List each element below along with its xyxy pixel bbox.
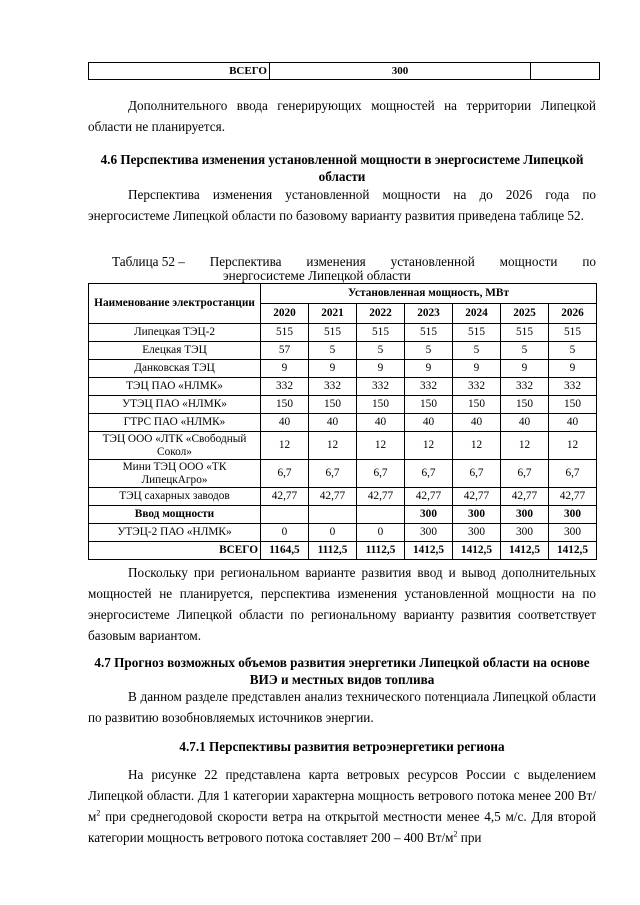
capacity-value: 300 (549, 506, 597, 524)
capacity-value: 12 (309, 432, 357, 460)
capacity-value: 5 (501, 342, 549, 360)
table-row (89, 342, 597, 360)
capacity-value: 515 (261, 324, 309, 342)
capacity-value: 1412,5 (501, 542, 549, 560)
year-header: 2023 (405, 304, 453, 324)
year-header: 2024 (453, 304, 501, 324)
capacity-value: 0 (357, 524, 405, 542)
station-name: УТЭЦ-2 ПАО «НЛМК» (89, 524, 261, 542)
capacity-value: 332 (405, 378, 453, 396)
capacity-value: 0 (261, 524, 309, 542)
station-name: Мини ТЭЦ ООО «ТК ЛипецкАгро» (89, 460, 261, 488)
capacity-value: 1412,5 (549, 542, 597, 560)
table-row (89, 460, 597, 488)
caption-word: мощности (499, 254, 558, 269)
caption-line-1 (112, 255, 596, 269)
capacity-value: 1112,5 (309, 542, 357, 560)
capacity-value (357, 506, 405, 524)
capacity-value: 0 (309, 524, 357, 542)
total-label: ВСЕГО (89, 63, 270, 80)
capacity-value: 6,7 (357, 460, 405, 488)
station-name: ТЭЦ сахарных заводов (89, 488, 261, 506)
superscript: 2 (453, 829, 458, 839)
capacity-value: 332 (261, 378, 309, 396)
table-caption (112, 255, 596, 283)
capacity-value: 332 (549, 378, 597, 396)
capacity-value: 150 (357, 396, 405, 414)
capacity-value: 515 (549, 324, 597, 342)
capacity-value: 150 (261, 396, 309, 414)
capacity-value: 1112,5 (357, 542, 405, 560)
capacity-value: 12 (405, 432, 453, 460)
section-heading-4-6: 4.6 Перспектива изменения установленной мощности в энергосистеме Липецкой области (100, 152, 584, 184)
year-header: 2025 (501, 304, 549, 324)
station-name: Елецкая ТЭЦ (89, 342, 261, 360)
total-empty-cell (531, 63, 600, 80)
year-header: 2020 (261, 304, 309, 324)
station-name: Ввод мощности (89, 506, 261, 524)
capacity-value: 150 (549, 396, 597, 414)
capacity-value: 6,7 (549, 460, 597, 488)
capacity-value: 40 (549, 414, 597, 432)
capacity-value: 150 (501, 396, 549, 414)
capacity-value: 6,7 (453, 460, 501, 488)
capacity-value: 6,7 (309, 460, 357, 488)
station-name: Данковская ТЭЦ (89, 360, 261, 378)
capacity-value: 515 (405, 324, 453, 342)
capacity-value: 5 (309, 342, 357, 360)
capacity-value: 300 (501, 506, 549, 524)
capacity-value: 42,77 (261, 488, 309, 506)
capacity-value: 300 (453, 524, 501, 542)
caption-word: установленной (390, 254, 475, 269)
table-row-capacity-input (89, 506, 597, 524)
table-row (89, 524, 597, 542)
capacity-value: 12 (549, 432, 597, 460)
total-value: 300 (270, 63, 531, 80)
capacity-value: 515 (453, 324, 501, 342)
capacity-value: 6,7 (405, 460, 453, 488)
capacity-value: 1412,5 (405, 542, 453, 560)
subsection-heading-4-7-1: 4.7.1 Перспективы развития ветроэнергетики региона (179, 739, 505, 754)
capacity-value: 9 (453, 360, 501, 378)
table-row-total (89, 542, 597, 560)
caption-word: Перспектива (209, 254, 282, 269)
capacity-value: 40 (309, 414, 357, 432)
year-header: 2021 (309, 304, 357, 324)
caption-word: Таблица 52 – (112, 254, 185, 269)
capacity-value: 12 (501, 432, 549, 460)
capacity-value: 1164,5 (261, 542, 309, 560)
capacity-value (261, 506, 309, 524)
table-row (89, 488, 597, 506)
capacity-value: 5 (405, 342, 453, 360)
capacity-value: 300 (453, 506, 501, 524)
capacity-value: 40 (357, 414, 405, 432)
capacity-value: 332 (357, 378, 405, 396)
capacity-value (309, 506, 357, 524)
capacity-value: 150 (405, 396, 453, 414)
station-name: ГТРС ПАО «НЛМК» (89, 414, 261, 432)
capacity-value: 9 (405, 360, 453, 378)
capacity-value: 9 (549, 360, 597, 378)
capacity-value: 6,7 (501, 460, 549, 488)
paragraph-wind-map (88, 764, 596, 848)
paragraph-regional-variant: Поскольку при региональном варианте развития ввод и вывод дополнительных мощностей не планируется, перспектива изменения установленной мощности на по энергосистеме Липецкой области по региональному варианту развития соответствует базовым вариантом. (88, 565, 596, 643)
table-row (89, 414, 597, 432)
capacity-value: 40 (405, 414, 453, 432)
capacity-value: 515 (309, 324, 357, 342)
paragraph-no-new-capacity: Дополнительного ввода генерирующих мощностей на территории Липецкой области не планируется. (88, 98, 596, 134)
station-name: ТЭЦ ПАО «НЛМК» (89, 378, 261, 396)
capacity-value: 57 (261, 342, 309, 360)
header-installed-capacity: Установленная мощность, МВт (261, 284, 597, 304)
capacity-value: 332 (501, 378, 549, 396)
capacity-value: 9 (501, 360, 549, 378)
section-heading-4-7: 4.7 Прогноз возможных объемов развития энергетики Липецкой области на основе ВИЭ и местных видов топлива (94, 655, 590, 687)
table-52 (88, 283, 597, 560)
capacity-value: 300 (549, 524, 597, 542)
wind-text-part: при среднегодовой скорости ветра на открытой местности менее 4,5 м/с. Для второй категории мощность ветрового потока составляет 200 – 400 Вт/м (88, 809, 596, 845)
capacity-value: 12 (261, 432, 309, 460)
capacity-value: 150 (453, 396, 501, 414)
capacity-value: 42,77 (309, 488, 357, 506)
capacity-value: 332 (453, 378, 501, 396)
capacity-value: 42,77 (405, 488, 453, 506)
capacity-value: 332 (309, 378, 357, 396)
station-name: ВСЕГО (89, 542, 261, 560)
capacity-value: 5 (453, 342, 501, 360)
previous-table-total-row (88, 62, 600, 80)
capacity-value: 12 (453, 432, 501, 460)
capacity-value: 300 (501, 524, 549, 542)
year-header: 2022 (357, 304, 405, 324)
capacity-value: 9 (309, 360, 357, 378)
paragraph-renewables-analysis: В данном разделе представлен анализ технического потенциала Липецкой области по развитию возобновляемых источников энергии. (88, 689, 596, 725)
capacity-value: 1412,5 (453, 542, 501, 560)
superscript: 2 (96, 808, 101, 818)
capacity-value: 12 (357, 432, 405, 460)
station-name: Липецкая ТЭЦ-2 (89, 324, 261, 342)
capacity-value: 150 (309, 396, 357, 414)
capacity-value: 40 (261, 414, 309, 432)
station-name: УТЭЦ ПАО «НЛМК» (89, 396, 261, 414)
station-name: ТЭЦ ООО «ЛТК «Свободный Сокол» (89, 432, 261, 460)
capacity-value: 42,77 (453, 488, 501, 506)
caption-word: по (582, 254, 596, 269)
capacity-value: 300 (405, 506, 453, 524)
capacity-value: 5 (357, 342, 405, 360)
header-station-name: Наименование электростанции (89, 284, 261, 324)
table-row (89, 378, 597, 396)
capacity-value: 42,77 (357, 488, 405, 506)
capacity-value: 42,77 (501, 488, 549, 506)
capacity-value: 40 (501, 414, 549, 432)
capacity-value: 42,77 (549, 488, 597, 506)
capacity-value: 515 (357, 324, 405, 342)
capacity-value: 9 (261, 360, 309, 378)
table-row (89, 396, 597, 414)
capacity-value: 300 (405, 524, 453, 542)
year-header: 2026 (549, 304, 597, 324)
wind-text-part: при (457, 830, 482, 845)
table-row (89, 360, 597, 378)
caption-line-2: энергосистеме Липецкой области (223, 268, 411, 283)
capacity-value: 9 (357, 360, 405, 378)
capacity-value: 40 (453, 414, 501, 432)
table-row (89, 324, 597, 342)
wind-text-part: На рисунке 22 представлена карта ветровых ресурсов России с выделением Липецкой области. Для 1 категории характерна мощность ветрового потока менее 200 Вт/м (88, 767, 596, 824)
capacity-value: 515 (501, 324, 549, 342)
paragraph-capacity-perspective: Перспектива изменения установленной мощности на до 2026 года по энергосистеме Липецкой области по базовому варианту развития приведена таблице 52. (88, 187, 596, 223)
capacity-value: 6,7 (261, 460, 309, 488)
caption-word: изменения (306, 254, 366, 269)
capacity-value: 5 (549, 342, 597, 360)
table-row (89, 432, 597, 460)
